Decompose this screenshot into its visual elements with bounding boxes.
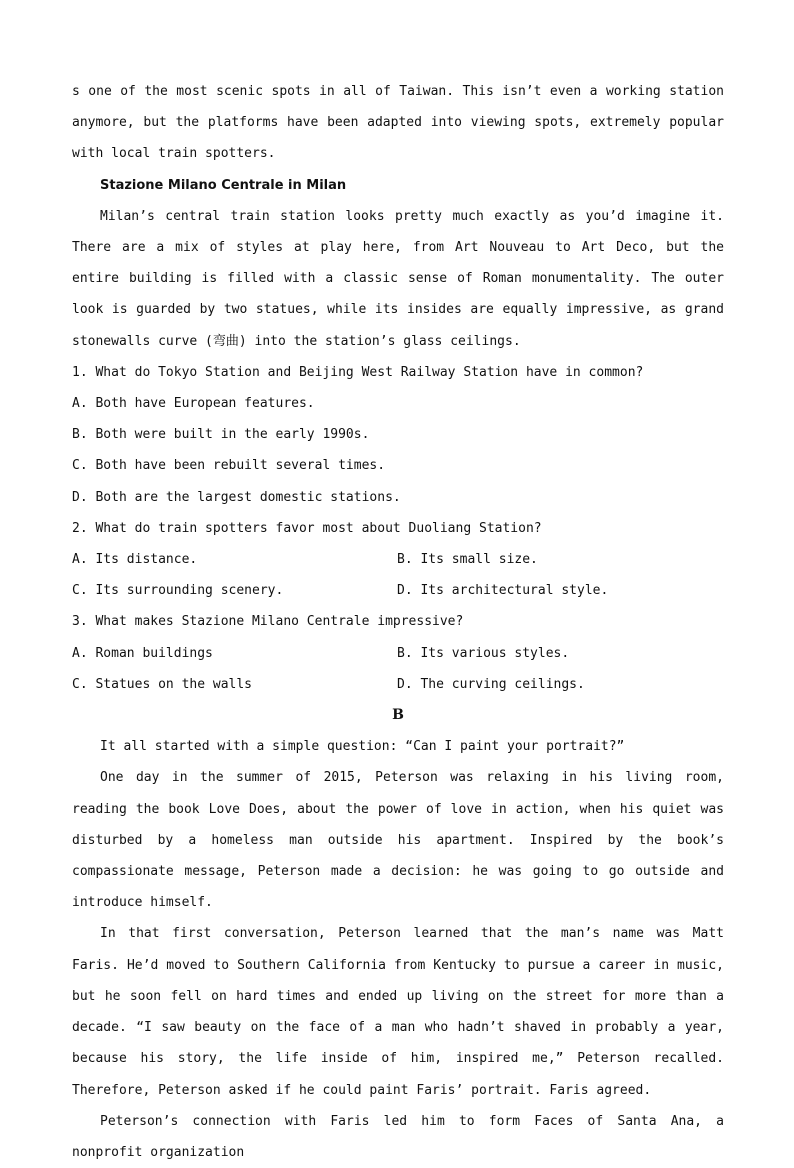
milano-heading: Stazione Milano Centrale in Milan (100, 177, 347, 193)
question-2-option-b: B. Its small size. (397, 552, 538, 568)
question-3-option-d: D. The curving ceilings. (397, 676, 585, 692)
question-3-options-row-2 (72, 669, 724, 700)
question-1-option-c: C. Both have been rebuilt several times. (72, 458, 386, 474)
question-3-option-a: A. Roman buildings (72, 645, 213, 661)
question-1-option-d: D. Both are the largest domestic stations. (72, 489, 401, 505)
question-1-option-a: A. Both have European features. (72, 396, 315, 412)
question-3-stem: 3. What makes Stazione Milano Centrale impressive? (72, 614, 464, 630)
question-1-stem: 1. What do Tokyo Station and Beijing West Railway Station have in common? (72, 364, 644, 380)
section-b-heading: B (392, 707, 404, 724)
question-2-options-row-2 (72, 575, 724, 606)
question-2-option-a: A. Its distance. (72, 552, 198, 568)
question-1-option-b: B. Both were built in the early 1990s. (72, 427, 370, 443)
passage-b-paragraph-1: It all started with a simple question: “Can I paint your portrait?” (100, 739, 625, 755)
question-3-options-row-1 (72, 638, 724, 669)
passage-b-paragraph-2: One day in the summer of 2015, Peterson was relaxing in his living room, reading the book Love Does, about the power of love in action, when his quiet was disturbed by a homeless man outside his apartment. Inspired by the book’s compassionate message, Peterson made a decision: he was going to go outside and introduce himself. (72, 770, 724, 911)
passage-a-intro: s one of the most scenic spots in all of Taiwan. This isn’t even a working station anymore, but the platforms have been adapted into viewing spots, extremely popular with local train spotters. (72, 84, 724, 162)
question-2-stem: 2. What do train spotters favor most about Duoliang Station? (72, 520, 542, 536)
document-page (72, 76, 724, 1168)
question-3-option-b: B. Its various styles. (397, 645, 570, 661)
question-2-option-c: C. Its surrounding scenery. (72, 583, 284, 599)
question-2-option-d: D. Its architectural style. (397, 583, 609, 599)
question-3-option-c: C. Statues on the walls (72, 676, 253, 692)
question-2-options-row-1 (72, 544, 724, 575)
passage-b-paragraph-4: Peterson’s connection with Faris led him to form Faces of Santa Ana, a nonprofit organization (72, 1113, 724, 1160)
passage-b-paragraph-3: In that first conversation, Peterson learned that the man’s name was Matt Faris. He’d moved to Southern California from Kentucky to pursue a career in music, but he soon fell on hard times and ended up living on the street for more than a decade. “I saw beauty on the face of a man who hadn’t shaved in probably a year, because his story, the life inside of him, inspired me,” Peterson recalled. Therefore, Peterson asked if he could paint Faris’ portrait. Faris agreed. (72, 926, 724, 1098)
milano-paragraph: Milan’s central train station looks pretty much exactly as you’d imagine it. There are a mix of styles at play here, from Art Nouveau to Art Deco, but the entire building is filled with a classic sense of Roman monumentality. The outer look is guarded by two statues, while its insides are equally impressive, as grand stonewalls curve (弯曲) into the station’s glass ceilings. (72, 208, 724, 349)
